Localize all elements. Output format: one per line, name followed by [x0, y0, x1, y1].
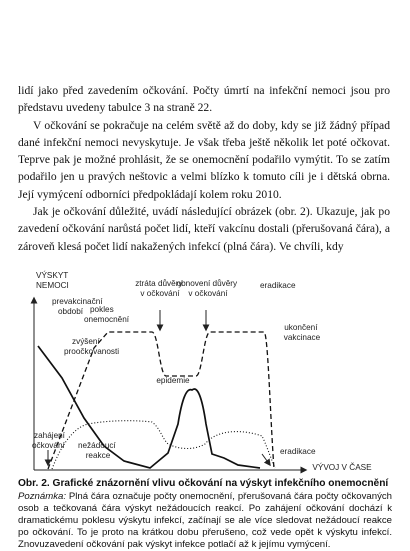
x-axis-label: VÝVOJ V ČASE — [312, 463, 372, 472]
y-axis-label-line2: NEMOCI — [36, 281, 69, 290]
label-eradication-top: eradikace — [260, 281, 296, 290]
label-start-vaccination: zahájení očkování — [32, 431, 65, 450]
arrow-eradication — [262, 454, 270, 465]
label-increase-coverage: zvýšení proočkovanosti — [64, 337, 120, 356]
figure-caption — [18, 478, 392, 551]
paragraph-1: lidí jako před zavedením očkování. Počty úmrtí na infekční nemoci jsou pro představu uvedeny tabulce 3 na straně 22. — [18, 84, 390, 115]
caption-title: Obr. 2. Grafické znázornění vlivu očkování na výskyt infekčního onemocnění — [18, 478, 389, 489]
body-text — [18, 82, 390, 255]
label-renew-trust: obnovení důvěry v očkování — [176, 279, 238, 298]
label-eradication-bottom: eradikace — [280, 447, 316, 456]
caption-note-text: Plná čára označuje počty onemocnění, přerušovaná čára počty očkovaných osob a tečkovaná čára výskyt nežádoucích reakcí. Po zahájení očkování dochází k dramatickému poklesu výskytu infekcí, začínají se ale více sledovat nežádoucí reakce po očkování. To je proto na krátkou dobu přerušeno, což vede opět k výskytu infekcí. Znovuzavedení očkování pak výskyt infekce potlačí až k jejímu vymýcení. — [18, 491, 392, 550]
vaccination-figure — [0, 268, 410, 474]
y-axis-label-line1: VÝSKYT — [36, 271, 69, 280]
label-prevaccination: prevakcinační období — [52, 297, 103, 316]
label-decline-disease: pokles onemocnění — [84, 305, 130, 324]
label-loss-trust: ztráta důvěry v očkování — [135, 279, 183, 298]
paragraph-2: V očkování se pokračuje na celém světě až do doby, kdy se již žádný případ dané infekční nemoci nevyskytuje. Je však třeba ještě několik let poté očkovat. Teprve pak je možné prohlásit, že se onemocnění podařilo vymýtit. To se zatím podařilo jen u pravých neštovic a velmi blízko k tomuto cíli je i dětská obrna. Její vymýcení odborníci předpokládají kolem roku 2010. — [18, 118, 390, 201]
label-end-vaccination: ukončení vakcinace — [283, 323, 321, 342]
label-epidemic: epidemie — [156, 376, 190, 385]
label-adverse-reactions: nežádoucí reakce — [77, 441, 116, 460]
caption-note-label: Poznámka: — [18, 491, 66, 502]
paragraph-3: Jak je očkování důležité, uvádí následující obrázek (obr. 2). Ukazuje, jak po zavedení očkování narůstá počet lidí, kteří vakcínu dostali (přerušovaná čára), a zároveň klesá počet lidí nakažených infekcí (plná čára). Ve chvíli, kdy — [18, 205, 390, 253]
